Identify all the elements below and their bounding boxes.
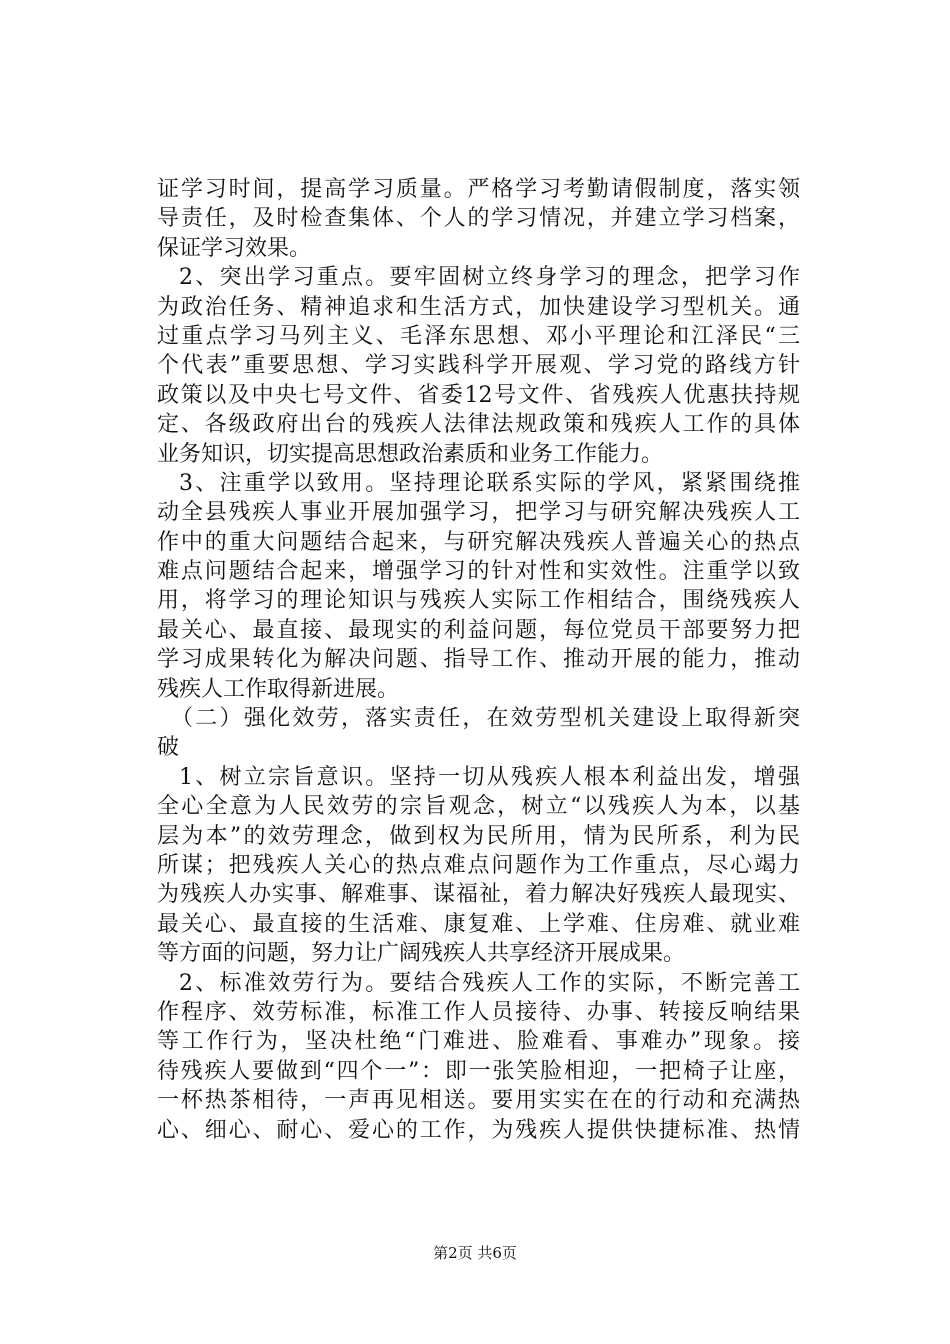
text-line: 2、标准效劳行为。要结合残疾人工作的实际，不断完善工 bbox=[179, 970, 800, 996]
text-line: 3、注重学以致用。坚持理论联系实际的学风，紧紧围绕推 bbox=[179, 470, 800, 496]
text-line: 最关心、最直接、最现实的利益问题，每位党员干部要努力把 bbox=[157, 617, 800, 643]
text-line: 等工作行为，坚决杜绝“门难进、脸难看、事难办”现象。接 bbox=[157, 1029, 800, 1055]
text-line: 残疾人工作取得新进展。 bbox=[157, 676, 400, 702]
text-line: 业务知识，切实提高思想政治素质和业务工作能力。 bbox=[157, 441, 664, 467]
text-line: 层为本”的效劳理念，做到权为民所用，情为民所系，利为民 bbox=[157, 823, 800, 849]
text-line: 为政治任务、精神追求和生活方式，加快建设学习型机关。通 bbox=[157, 294, 800, 320]
text-line: 2、突出学习重点。要牢固树立终身学习的理念，把学习作 bbox=[179, 265, 800, 291]
text-line: 待残疾人要做到“四个一”：即一张笑脸相迎，一把椅子让座， bbox=[157, 1058, 800, 1084]
text-line: 保证学习效果。 bbox=[157, 235, 312, 261]
text-line: 心、细心、耐心、爱心的工作，为残疾人提供快捷标准、热情 bbox=[157, 1117, 800, 1143]
text-line: 破 bbox=[157, 735, 180, 761]
text-line: 1、树立宗旨意识。坚持一切从残疾人根本利益出发，增强 bbox=[179, 764, 800, 790]
text-line: 定、各级政府出台的残疾人法律法规政策和残疾人工作的具体 bbox=[157, 412, 800, 438]
text-line: 作程序、效劳标准，标准工作人员接待、办事、转接反响结果 bbox=[157, 999, 800, 1025]
text-line: 所谋；把残疾人关心的热点难点问题作为工作重点，尽心竭力 bbox=[157, 852, 800, 878]
text-line: 最关心、最直接的生活难、康复难、上学难、住房难、就业难 bbox=[157, 911, 800, 937]
text-line: 政策以及中央七号文件、省委12号文件、省残疾人优惠扶持规 bbox=[157, 382, 800, 408]
text-line: 一杯热茶相待，一声再见相送。要用实实在在的行动和充满热 bbox=[157, 1088, 800, 1114]
text-line: 学习成果转化为解决问题、指导工作、推动开展的能力，推动 bbox=[157, 647, 800, 673]
text-line: 全心全意为人民效劳的宗旨观念，树立“以残疾人为本，以基 bbox=[157, 794, 800, 820]
text-line: 导责任，及时检查集体、个人的学习情况，并建立学习档案， bbox=[157, 206, 800, 232]
text-line: 动全县残疾人事业开展加强学习，把学习与研究解决残疾人工 bbox=[157, 500, 800, 526]
text-line: 证学习时间，提高学习质量。严格学习考勤请假制度，落实领 bbox=[157, 177, 800, 202]
document-body bbox=[157, 175, 800, 1145]
text-line: 等方面的问题，努力让广阔残疾人共享经济开展成果。 bbox=[157, 941, 686, 967]
text-line: 用，将学习的理论知识与残疾人实际工作相结合，围绕残疾人 bbox=[157, 588, 800, 614]
text-line: （二）强化效劳，落实责任，在效劳型机关建设上取得新突 bbox=[171, 706, 800, 732]
text-line: 作中的重大问题结合起来，与研究解决残疾人普遍关心的热点 bbox=[157, 529, 800, 555]
text-line: 为残疾人办实事、解难事、谋福祉，着力解决好残疾人最现实、 bbox=[157, 882, 800, 908]
text-line: 个代表”重要思想、学习实践科学开展观、学习党的路线方针 bbox=[157, 353, 800, 379]
text-line: 过重点学习马列主义、毛泽东思想、邓小平理论和江泽民“三 bbox=[157, 323, 800, 349]
text-line: 难点问题结合起来，增强学习的针对性和实效性。注重学以致 bbox=[157, 559, 800, 585]
page-footer: 第2页 共6页 bbox=[433, 1244, 517, 1262]
